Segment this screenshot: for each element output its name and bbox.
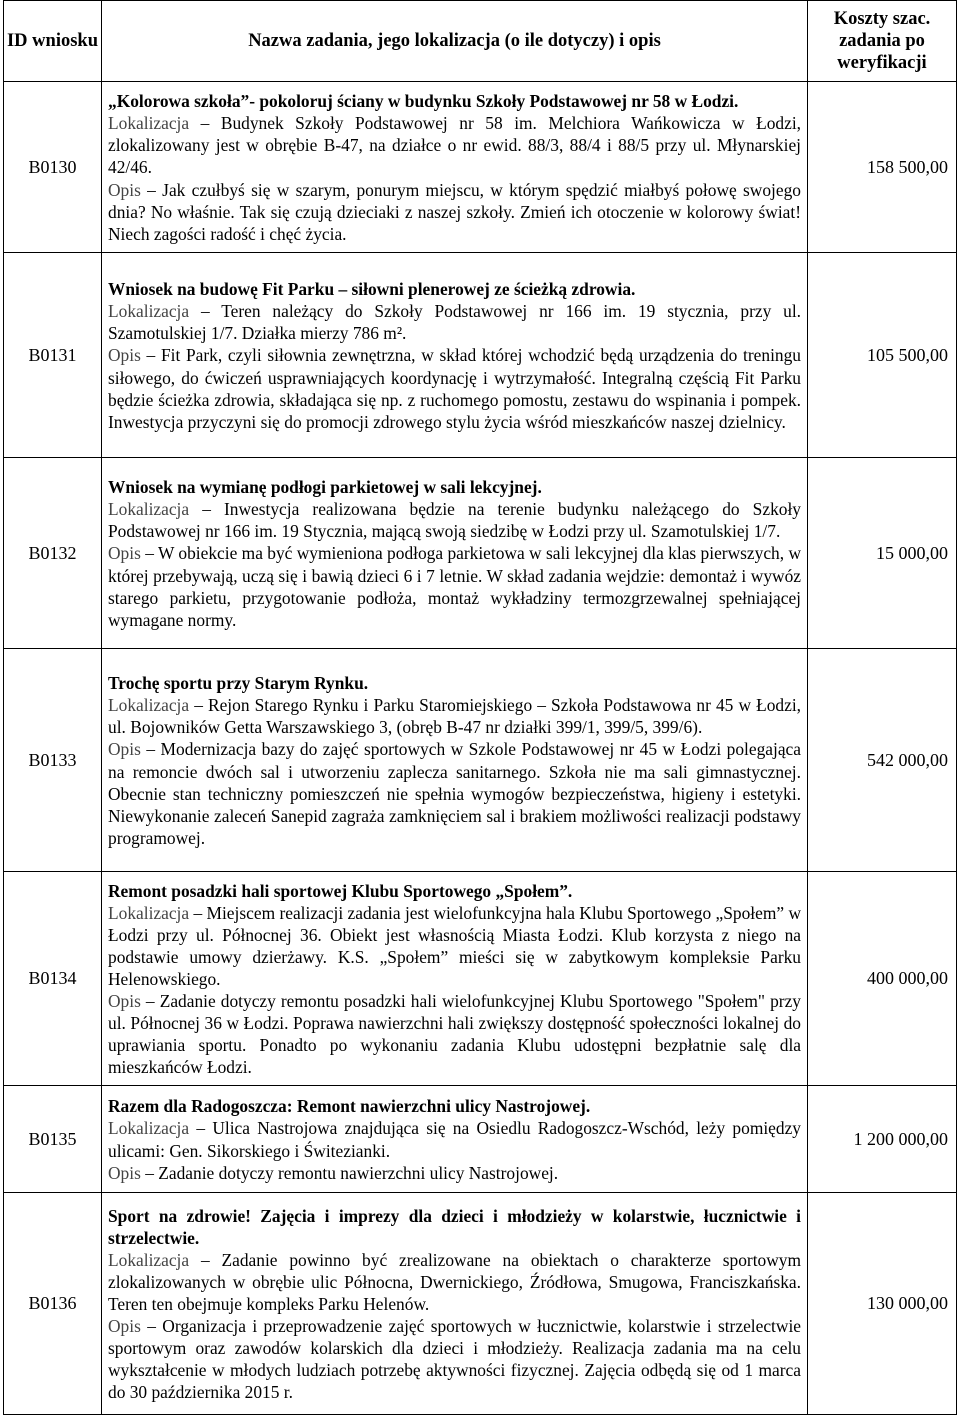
row-location: Lokalizacja – Teren należący do Szkoły Podstawowej nr 166 im. 19 stycznia, przy ul. Szamotulskiej 1/7. Działka mierzy 786 m². [108, 301, 802, 344]
row-id: B0135 [4, 1086, 102, 1193]
location-text: Inwestycja realizowana będzie na terenie budynku należącego do Szkoły Podstawowej nr 166 im. 19 Stycznia, mającą swoją siedzibę w Łodzi przy ul. Szamotulskiej 1/7. [108, 499, 801, 542]
header-cost: Koszty szac. zadania po weryfikacji [808, 1, 957, 82]
row-title: Sport na zdrowie! Zajęcia i imprezy dla dzieci i młodzieży w kolarstwie, łucznictwie i strzelectwie. [108, 1205, 801, 1248]
table-row [4, 1193, 957, 1415]
location-text: Zadanie powinno być zrealizowane na obiektach o charakterze sportowym zlokalizowanych w obrębie ulic Północna, Dwernickiego, Źródłowa, Smugowa, Franciszkańska. Teren ten obejmuje kompleks Parku Helenów. [108, 1249, 802, 1314]
row-description: Opis – Zadanie dotyczy remontu nawierzchni ulicy Nastrojowej. [108, 1162, 559, 1183]
row-title: Wniosek na wymianę podłogi parkietowej w sali lekcyjnej. [108, 477, 542, 498]
row-cost: 130 000,00 [808, 1193, 957, 1415]
row-location: Lokalizacja – Zadanie powinno być zrealizowane na obiektach o charakterze sportowym zlokalizowanych w obrębie ulic Północna, Dwernickiego, Źródłowa, Smugowa, Franciszkańska. Teren ten obejmuje kompleks Parku Helenów. [108, 1249, 802, 1314]
row-cost: 105 500,00 [808, 253, 957, 458]
location-label: Lokalizacja [108, 301, 190, 322]
row-content [102, 458, 808, 649]
table-row [4, 1086, 957, 1193]
location-text: Teren należący do Szkoły Podstawowej nr 166 im. 19 stycznia, przy ul. Szamotulskiej 1/7. Działka mierzy 786 m². [108, 301, 802, 344]
table-body [4, 82, 957, 1415]
row-content [102, 872, 808, 1086]
location-label: Lokalizacja [108, 695, 190, 716]
description-text: W obiekcie ma być wymieniona podłoga parkietowa w sali lekcyjnej dla klas pierwszych, w której przebywają, uczą się i bawią dzieci 6 i 7 letnie. W skład zadania wejdzie: demontaż i wywóz starego parkietu, przygotowanie podłoża, montaż wykładziny termozgrzewalnej spełniającej wymagane normy. [108, 543, 801, 630]
description-label: Opis [108, 1162, 141, 1183]
row-cost: 158 500,00 [808, 82, 957, 253]
header-name: Nazwa zadania, jego lokalizacja (o ile dotyczy) i opis [102, 1, 808, 82]
description-text: Zadanie dotyczy remontu posadzki hali wielofunkcyjnej Klubu Sportowego "Społem" przy ul. Północnej 36 w Łodzi. Poprawa nawierzchni hali zwiększy dostępność społeczności lokalnej do uprawiania sportu. Ponadto po wykonaniu zadania Klubu udostępni bezpłatnie salę dla mieszkańców Łodzi. [108, 991, 801, 1078]
row-id: B0136 [4, 1193, 102, 1415]
description-label: Opis [108, 739, 141, 760]
row-id: B0133 [4, 649, 102, 872]
location-text: Miejscem realizacji zadania jest wielofunkcyjna hala Klubu Sportowego „Społem” w Łodzi przy ul. Północnej 36. Obiekt jest własnością Miasta Łodzi. Klub korzysta z niego na podstawie umowy dzierżawy. K.S. „Społem” mieści się w zabytkowym kompleksie Parku Helenowskiego. [108, 902, 802, 989]
row-content [102, 1086, 808, 1193]
description-label: Opis [108, 345, 141, 366]
row-cost: 542 000,00 [808, 649, 957, 872]
tasks-table [3, 0, 957, 1415]
description-text: Modernizacja bazy do zajęć sportowych w Szkole Podstawowej nr 45 w Łodzi polegająca na remoncie dwóch sal i utworzeniu zaplecza sanitarnego. Szkoła nie ma sali gimnastycznej. Obecnie stan techniczny pomieszczeń nie spełnia wymogów bezpieczeństwa, higieny i estetyki. Niewykonanie zaleceń Sanepid zagraża zamknięciem sal i brakiem możliwości realizacji podstawy programowej. [108, 739, 801, 848]
table-row [4, 649, 957, 872]
location-label: Lokalizacja [108, 902, 190, 923]
location-label: Lokalizacja [108, 499, 190, 520]
row-description: Opis – Zadanie dotyczy remontu posadzki hali wielofunkcyjnej Klubu Sportowego "Społem" przy ul. Północnej 36 w Łodzi. Poprawa nawierzchni hali zwiększy dostępność społeczności lokalnej do uprawiania sportu. Ponadto po wykonaniu zadania Klubu udostępni bezpłatnie salę dla mieszkańców Łodzi. [108, 991, 801, 1078]
row-location: Lokalizacja – Ulica Nastrojowa znajdująca się na Osiedlu Radogoszcz-Wschód, leży pomiędzy ulicami: Gen. Sikorskiego i Świtezianki. [108, 1118, 802, 1161]
table-row [4, 872, 957, 1086]
row-content [102, 1193, 808, 1415]
row-content [102, 82, 808, 253]
table-header-row [4, 1, 957, 82]
description-text: Jak czułbyś się w szarym, ponurym miejscu, w którym spędzić miałbyś połowę swojego dnia? No właśnie. Tak się czują dzieciaki z naszej szkoły. Zmień ich otoczenie w kolorowy świat! Niech zagości radość i chęć życia. [108, 179, 801, 244]
location-label: Lokalizacja [108, 113, 190, 134]
description-text: Fit Park, czyli siłownia zewnętrzna, w skład której wchodzić będą urządzenia do treningu siłowego, do ćwiczeń usprawniających koordynację i wytrzymałość. Integralną częścią Fit Parku będzie ścieżka zdrowia, składająca się np. z ruchomego pomostu, zestawu do wspinania i pompek. Inwestycja przyczyni się do promocji zdrowego stylu życia wśród mieszkańców naszej dzielnicy. [108, 345, 802, 432]
row-description: Opis – Organizacja i przeprowadzenie zajęć sportowych w łucznictwie, kolarstwie i strzelectwie sportowym oraz zawodów kolarskich dla dzieci i młodzieży. Realizacja zadania ma na celu wykształcenie w młodych ludziach potrzebę aktywności fizycznej. Zajęcia odbędą się od 1 marca do 30 października 2015 r. [108, 1316, 801, 1403]
description-label: Opis [108, 179, 141, 200]
description-label: Opis [108, 543, 141, 564]
row-title: Remont posadzki hali sportowej Klubu Sportowego „Społem”. [108, 880, 573, 901]
location-text: Budynek Szkoły Podstawowej nr 58 im. Melchiora Wańkowicza w Łodzi, zlokalizowany jest w obrębie B-47, na działce o nr ewid. 88/3, 88/4 i 88/5 przy ul. Młynarskiej 42/46. [108, 113, 801, 178]
row-title: Wniosek na budowę Fit Parku – siłowni plenerowej ze ścieżką zdrowia. [108, 279, 636, 300]
location-label: Lokalizacja [108, 1118, 190, 1139]
row-id: B0130 [4, 82, 102, 253]
row-title: Trochę sportu przy Starym Rynku. [108, 673, 369, 694]
row-description: Opis – Fit Park, czyli siłownia zewnętrzna, w skład której wchodzić będą urządzenia do treningu siłowego, do ćwiczeń usprawniających koordynację i wytrzymałość. Integralną częścią Fit Parku będzie ścieżka zdrowia, składająca się np. z ruchomego pomostu, zestawu do wspinania i pompek. Inwestycja przyczyni się do promocji zdrowego stylu życia wśród mieszkańców naszej dzielnicy. [108, 345, 802, 432]
row-content [102, 253, 808, 458]
location-text: Ulica Nastrojowa znajdująca się na Osiedlu Radogoszcz-Wschód, leży pomiędzy ulicami: Gen. Sikorskiego i Świtezianki. [108, 1118, 802, 1161]
row-title: „Kolorowa szkoła”- pokoloruj ściany w budynku Szkoły Podstawowej nr 58 w Łodzi. [108, 91, 739, 112]
row-location: Lokalizacja – Miejscem realizacji zadania jest wielofunkcyjna hala Klubu Sportowego „Społem” w Łodzi przy ul. Północnej 36. Obiekt jest własnością Miasta Łodzi. Klub korzysta z niego na podstawie umowy dzierżawy. K.S. „Społem” mieści się w zabytkowym kompleksie Parku Helenowskiego. [108, 902, 802, 989]
table-row [4, 458, 957, 649]
row-content [102, 649, 808, 872]
row-cost: 1 200 000,00 [808, 1086, 957, 1193]
row-location: Lokalizacja – Rejon Starego Rynku i Parku Staromiejskiego – Szkoła Podstawowa nr 45 w Łodzi, ul. Bojowników Getta Warszawskiego 3, (obręb B-47 nr działki 399/1, 399/5, 399/6). [108, 695, 802, 738]
row-title: Razem dla Radogoszcza: Remont nawierzchni ulicy Nastrojowej. [108, 1096, 591, 1117]
row-id: B0132 [4, 458, 102, 649]
table-row [4, 253, 957, 458]
row-description: Opis – Jak czułbyś się w szarym, ponurym miejscu, w którym spędzić miałbyś połowę swojego dnia? No właśnie. Tak się czują dzieciaki z naszej szkoły. Zmień ich otoczenie w kolorowy świat! Niech zagości radość i chęć życia. [108, 179, 801, 244]
description-text: Organizacja i przeprowadzenie zajęć sportowych w łucznictwie, kolarstwie i strzelectwie sportowym oraz zawodów kolarskich dla dzieci i młodzieży. Realizacja zadania ma na celu wykształcenie w młodych ludziach potrzebę aktywności fizycznej. Zajęcia odbędą się od 1 marca do 30 października 2015 r. [108, 1316, 801, 1403]
location-label: Lokalizacja [108, 1249, 190, 1270]
row-location: Lokalizacja – Inwestycja realizowana będzie na terenie budynku należącego do Szkoły Podstawowej nr 166 im. 19 Stycznia, mającą swoją siedzibę w Łodzi przy ul. Szamotulskiej 1/7. [108, 499, 801, 542]
row-id: B0131 [4, 253, 102, 458]
row-cost: 15 000,00 [808, 458, 957, 649]
description-label: Opis [108, 1316, 141, 1337]
row-cost: 400 000,00 [808, 872, 957, 1086]
table-row [4, 82, 957, 253]
row-description: Opis – Modernizacja bazy do zajęć sportowych w Szkole Podstawowej nr 45 w Łodzi polegająca na remoncie dwóch sal i utworzeniu zaplecza sanitarnego. Szkoła nie ma sali gimnastycznej. Obecnie stan techniczny pomieszczeń nie spełnia wymogów bezpieczeństwa, higieny i estetyki. Niewykonanie zaleceń Sanepid zagraża zamknięciem sal i brakiem możliwości realizacji podstawy programowej. [108, 739, 801, 848]
header-id: ID wniosku [4, 1, 102, 82]
description-text: Zadanie dotyczy remontu nawierzchni ulicy Nastrojowej. [158, 1162, 559, 1183]
description-label: Opis [108, 991, 141, 1012]
row-description: Opis – W obiekcie ma być wymieniona podłoga parkietowa w sali lekcyjnej dla klas pierwszych, w której przebywają, uczą się i bawią dzieci 6 i 7 letnie. W skład zadania wejdzie: demontaż i wywóz starego parkietu, przygotowanie podłoża, montaż wykładziny termozgrzewalnej spełniającej wymagane normy. [108, 543, 801, 630]
row-location: Lokalizacja – Budynek Szkoły Podstawowej nr 58 im. Melchiora Wańkowicza w Łodzi, zlokalizowany jest w obrębie B-47, na działce o nr ewid. 88/3, 88/4 i 88/5 przy ul. Młynarskiej 42/46. [108, 113, 801, 178]
location-text: Rejon Starego Rynku i Parku Staromiejskiego – Szkoła Podstawowa nr 45 w Łodzi, ul. Bojowników Getta Warszawskiego 3, (obręb B-47 nr działki 399/1, 399/5, 399/6). [108, 695, 802, 738]
row-id: B0134 [4, 872, 102, 1086]
